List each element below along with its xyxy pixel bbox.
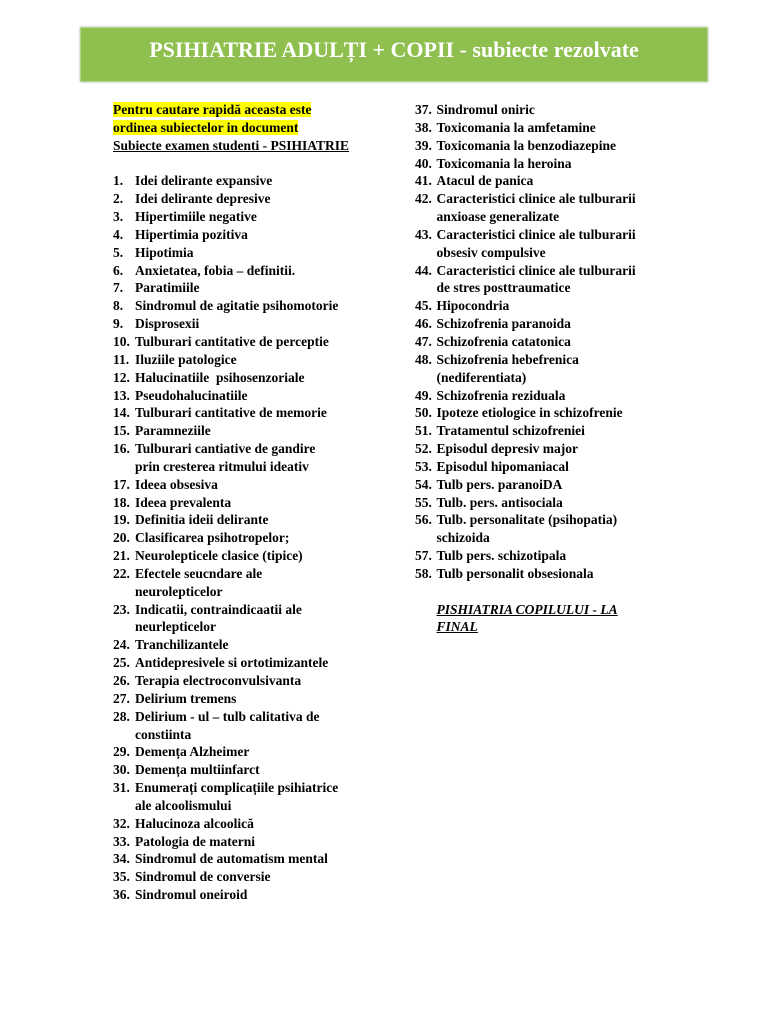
subject-item-44: [415, 262, 675, 298]
item-text-line: Demența Alzheimer: [135, 744, 250, 760]
note-line: FINAL: [436, 619, 478, 635]
item-text-line: Tranchilizantele: [135, 637, 229, 653]
item-text-line: Tulb pers. schizotipala: [436, 548, 567, 564]
item-text-line: Ipoteze etiologice in schizofrenie: [436, 405, 623, 421]
item-text-line: prin cresterea ritmului ideativ: [135, 458, 309, 474]
subject-list-left: [113, 172, 383, 904]
item-text-line: Sindromul oneiroid: [135, 887, 248, 903]
item-number: 38.: [415, 119, 432, 135]
item-text: [437, 315, 571, 333]
item-text: [135, 868, 271, 886]
item-text-line: constiinta: [135, 726, 192, 742]
item-text-line: Tulb pers. paranoiDA: [436, 476, 563, 492]
item-text: [437, 458, 569, 476]
item-text-line: neurolepticelor: [135, 583, 223, 599]
subject-item-6: [113, 262, 383, 280]
child-psychiatry-note: [415, 601, 675, 637]
subject-item-9: [113, 315, 383, 333]
item-text: [135, 761, 260, 779]
subject-item-51: [415, 422, 675, 440]
item-number: 46.: [415, 316, 432, 332]
item-text: [135, 387, 248, 405]
item-text: [135, 315, 199, 333]
item-text: [135, 547, 303, 565]
item-number: 18.: [113, 494, 130, 510]
item-text: [135, 743, 249, 761]
subject-item-3: [113, 208, 383, 226]
item-number: 3.: [113, 209, 124, 225]
item-number: 48.: [415, 351, 432, 367]
item-number: 11.: [113, 351, 130, 367]
subject-item-12: [113, 369, 383, 387]
item-text-line: Ideea prevalenta: [135, 494, 232, 510]
item-number: 28.: [113, 708, 130, 724]
right-column: [415, 101, 675, 636]
item-number: 51.: [415, 423, 432, 439]
item-text-line: Clasificarea psihotropelor;: [135, 530, 290, 546]
item-text: [437, 404, 623, 422]
item-number: 36.: [113, 887, 130, 903]
item-text-line: obsesiv compulsive: [436, 244, 546, 260]
subject-item-50: [415, 404, 675, 422]
item-text: [135, 815, 254, 833]
item-text: [135, 351, 237, 369]
item-number: 27.: [113, 690, 130, 706]
item-text: [135, 708, 320, 744]
subject-item-38: [415, 119, 675, 137]
subject-item-28: [113, 708, 383, 744]
subject-item-47: [415, 333, 675, 351]
item-text-line: Delirium tremens: [135, 690, 237, 706]
subject-item-56: [415, 511, 675, 547]
subject-item-5: [113, 244, 383, 262]
subject-item-21: [113, 547, 383, 565]
item-text-line: Sindromul de conversie: [135, 869, 271, 885]
item-number: 49.: [415, 387, 432, 403]
title-banner: [80, 27, 708, 82]
subject-item-37: [415, 101, 675, 119]
item-number: 26.: [113, 673, 130, 688]
item-text-line: Paramneziile: [135, 423, 211, 439]
item-text: [135, 208, 257, 226]
subject-item-29: [113, 743, 383, 761]
subject-item-8: [113, 297, 383, 315]
item-text-line: Tulburari cantitative de memorie: [135, 405, 327, 421]
item-text-line: Sindromul de agitatie psihomotorie: [135, 298, 339, 314]
subject-item-54: [415, 476, 675, 494]
page-title: PSIHIATRIE ADULȚI + COPII - subiecte rezolvate: [149, 37, 639, 62]
intro-highlight-line: [113, 101, 383, 119]
subject-item-10: [113, 333, 383, 351]
item-number: 30.: [113, 762, 130, 778]
item-number: 29.: [113, 744, 130, 760]
item-text: [135, 369, 305, 387]
item-number: 9.: [113, 316, 124, 332]
item-text-line: Toxicomania la heroina: [436, 155, 572, 171]
item-text-line: Hipotimia: [135, 244, 194, 260]
item-text-line: Schizofrenia catatonica: [436, 333, 571, 349]
item-number: 2.: [113, 191, 124, 207]
item-text: [437, 565, 594, 583]
intro-highlight-line: [113, 119, 383, 137]
item-text-line: Hipertimiile negative: [135, 209, 257, 225]
item-number: 23.: [113, 601, 130, 617]
item-number: 14.: [113, 405, 130, 421]
item-number: 53.: [415, 458, 432, 474]
item-number: 20.: [113, 530, 130, 546]
item-number: 52.: [415, 441, 432, 457]
item-text-line: Disprosexii: [135, 316, 200, 332]
item-text-line: Halucinoza alcoolică: [135, 815, 254, 831]
subject-item-35: [113, 868, 383, 886]
subject-item-30: [113, 761, 383, 779]
subject-item-40: [415, 155, 675, 173]
item-number: 33.: [113, 833, 130, 849]
item-text-line: Tulb personalit obsesionala: [436, 565, 594, 581]
highlighted-text: Pentru cautare rapidă aceasta este: [113, 102, 312, 117]
subject-item-15: [113, 422, 383, 440]
item-text-line: Schizofrenia paranoida: [436, 316, 571, 332]
item-text: [437, 476, 563, 494]
item-text: [135, 172, 272, 190]
subject-item-4: [113, 226, 383, 244]
item-text: [135, 404, 327, 422]
item-text-line: neurlepticelor: [135, 619, 216, 635]
item-number: 41.: [415, 173, 432, 189]
left-column: [113, 101, 383, 904]
item-text: [135, 833, 255, 851]
item-text-line: Iluziile patologice: [135, 351, 237, 367]
subject-item-49: [415, 387, 675, 405]
item-text-line: Ideea obsesiva: [135, 476, 218, 492]
item-text-line: Toxicomania la benzodiazepine: [436, 137, 617, 153]
item-text-line: Hipertimia pozitiva: [135, 226, 248, 242]
item-text-line: schizoida: [436, 530, 490, 546]
subject-item-45: [415, 297, 675, 315]
subject-item-26: [113, 672, 383, 690]
item-text-line: Tulburari cantitative de perceptie: [135, 333, 329, 349]
item-text-line: Patologia de materni: [135, 833, 255, 849]
item-text-line: Caracteristici clinice ale tulburarii: [436, 191, 636, 207]
subject-item-17: [113, 476, 383, 494]
item-text-line: Delirium - ul – tulb calitativa de: [135, 708, 320, 724]
subject-item-46: [415, 315, 675, 333]
subject-item-39: [415, 137, 675, 155]
item-text-line: anxioase generalizate: [436, 209, 560, 225]
subject-item-57: [415, 547, 675, 565]
item-text: [135, 333, 329, 351]
item-text: [437, 155, 572, 173]
item-text: [135, 279, 199, 297]
subject-item-22: [113, 565, 383, 601]
item-number: 56.: [415, 512, 432, 528]
item-number: 54.: [415, 476, 432, 492]
item-text-line: Idei delirante depresive: [135, 191, 271, 207]
item-text: [135, 779, 338, 815]
item-text-line: ale alcoolismului: [135, 797, 232, 813]
item-number: 57.: [415, 548, 432, 564]
item-number: 37.: [415, 102, 432, 117]
section-subtitle: Subiecte examen studenti - PSIHIATRIE: [113, 137, 350, 153]
item-text: [437, 137, 617, 155]
item-text: [135, 565, 262, 601]
item-number: 13.: [113, 387, 130, 403]
subject-item-13: [113, 387, 383, 405]
item-number: 40.: [415, 155, 432, 171]
subject-item-24: [113, 636, 383, 654]
item-text-line: Toxicomania la amfetamine: [436, 119, 596, 135]
subject-item-58: [415, 565, 675, 583]
highlighted-text: ordinea subiectelor in document: [113, 119, 299, 135]
item-number: 35.: [113, 869, 130, 885]
item-number: 55.: [415, 494, 432, 510]
item-text-line: Terapia electroconvulsivanta: [135, 673, 302, 688]
item-number: 5.: [113, 244, 124, 260]
item-text-line: (nediferentiata): [436, 369, 527, 385]
item-text-line: Idei delirante expansive: [135, 173, 273, 189]
subject-item-55: [415, 494, 675, 512]
item-text-line: Tulburari cantiative de gandire: [135, 441, 316, 457]
item-text-line: Caracteristici clinice ale tulburarii: [436, 226, 636, 242]
item-text: [135, 476, 218, 494]
spacer: [113, 155, 383, 173]
item-text-line: Pseudohalucinatiile: [135, 387, 248, 403]
subject-item-19: [113, 511, 383, 529]
item-number: 25.: [113, 655, 130, 671]
item-text-line: Tratamentul schizofreniei: [436, 423, 585, 439]
item-text-line: Efectele seucndare ale: [135, 565, 263, 581]
item-number: 4.: [113, 226, 124, 242]
item-text: [437, 119, 596, 137]
subject-item-43: [415, 226, 675, 262]
item-text-line: Episodul depresiv major: [436, 441, 579, 457]
item-number: 39.: [415, 137, 432, 153]
item-text: [135, 886, 247, 904]
subject-item-32: [113, 815, 383, 833]
item-text-line: Neurolepticele clasice (tipice): [135, 548, 303, 564]
item-text: [437, 351, 579, 387]
item-text: [437, 547, 567, 565]
item-text: [437, 226, 636, 262]
item-text-line: de stres posttraumatice: [436, 280, 571, 296]
item-number: 16.: [113, 441, 130, 457]
item-text-line: Atacul de panica: [436, 173, 534, 189]
item-text: [135, 601, 302, 637]
subject-item-23: [113, 601, 383, 637]
subject-item-34: [113, 850, 383, 868]
item-number: 42.: [415, 191, 432, 207]
item-number: 17.: [113, 476, 130, 492]
item-text: [135, 636, 229, 654]
item-text-line: Paratimiile: [135, 280, 200, 296]
note-line: PISHIATRIA COPILULUI - LA: [436, 601, 618, 617]
subject-item-48: [415, 351, 675, 387]
item-text: [135, 297, 338, 315]
subject-item-27: [113, 690, 383, 708]
item-number: 10.: [113, 333, 130, 349]
item-text: [135, 422, 211, 440]
item-number: 44.: [415, 262, 432, 278]
item-text-line: Sindromul oniric: [436, 102, 535, 117]
item-text: [135, 190, 271, 208]
item-number: 21.: [113, 548, 130, 564]
item-text-line: Halucinatiile psihosenzoriale: [135, 369, 305, 385]
item-text: [135, 672, 301, 690]
item-text-line: Demența multiinfarct: [135, 762, 260, 778]
item-text-line: Schizofrenia hebefrenica: [436, 351, 579, 367]
item-number: 43.: [415, 226, 432, 242]
subject-item-53: [415, 458, 675, 476]
item-text: [135, 262, 295, 280]
item-text-line: Sindromul de automatism mental: [135, 851, 328, 867]
item-text: [135, 850, 328, 868]
spacer: [415, 583, 675, 601]
item-text: [135, 511, 268, 529]
item-number: 1.: [113, 173, 124, 189]
item-text: [135, 690, 236, 708]
subject-item-52: [415, 440, 675, 458]
item-text: [437, 387, 566, 405]
item-text-line: Antidepresivele si ortotimizantele: [135, 655, 329, 671]
subject-item-25: [113, 654, 383, 672]
subject-item-42: [415, 190, 675, 226]
item-text: [437, 511, 618, 547]
item-text: [437, 440, 579, 458]
item-number: 24.: [113, 637, 130, 653]
subject-item-14: [113, 404, 383, 422]
subject-item-20: [113, 529, 383, 547]
item-text: [135, 244, 194, 262]
item-number: 19.: [113, 512, 130, 528]
subject-item-16: [113, 440, 383, 476]
subject-item-2: [113, 190, 383, 208]
item-number: 34.: [113, 851, 130, 867]
subject-item-33: [113, 833, 383, 851]
item-text-line: Caracteristici clinice ale tulburarii: [436, 262, 636, 278]
subject-item-7: [113, 279, 383, 297]
item-text: [437, 333, 571, 351]
item-text: [135, 529, 289, 547]
subject-list-right: [415, 101, 675, 583]
subject-item-31: [113, 779, 383, 815]
item-text: [437, 172, 534, 190]
item-text: [437, 262, 636, 298]
item-number: 31.: [113, 780, 130, 796]
item-number: 32.: [113, 815, 130, 831]
item-text: [135, 440, 315, 476]
item-text: [437, 297, 510, 315]
item-number: 22.: [113, 565, 130, 581]
item-number: 12.: [113, 369, 130, 385]
subject-item-1: [113, 172, 383, 190]
item-text-line: Enumerați complicațiile psihiatrice: [135, 780, 339, 796]
item-number: 7.: [113, 280, 124, 296]
item-text: [135, 226, 248, 244]
item-number: 15.: [113, 423, 130, 439]
item-text: [135, 654, 328, 672]
item-text-line: Definitia ideii delirante: [135, 512, 269, 528]
item-text: [437, 190, 636, 226]
item-text-line: Indicatii, contraindicaatii ale: [135, 601, 302, 617]
item-number: 47.: [415, 333, 432, 349]
item-number: 6.: [113, 262, 124, 278]
item-text-line: Anxietatea, fobia – definitii.: [135, 262, 296, 278]
item-text-line: Tulb. personalitate (psihopatia): [436, 512, 618, 528]
item-text: [437, 101, 535, 119]
item-text: [437, 422, 585, 440]
subject-item-41: [415, 172, 675, 190]
subject-item-18: [113, 494, 383, 512]
item-text-line: Tulb. pers. antisociala: [436, 494, 563, 510]
item-number: 8.: [113, 298, 124, 314]
item-text-line: Hipocondria: [436, 298, 510, 314]
item-number: 58.: [415, 565, 432, 581]
subject-item-36: [113, 886, 383, 904]
item-text: [135, 494, 231, 512]
item-text-line: Schizofrenia reziduala: [436, 387, 566, 403]
item-number: 45.: [415, 298, 432, 314]
subject-item-11: [113, 351, 383, 369]
item-number: 50.: [415, 405, 432, 421]
item-text-line: Episodul hipomaniacal: [436, 458, 569, 474]
item-text: [437, 494, 563, 512]
